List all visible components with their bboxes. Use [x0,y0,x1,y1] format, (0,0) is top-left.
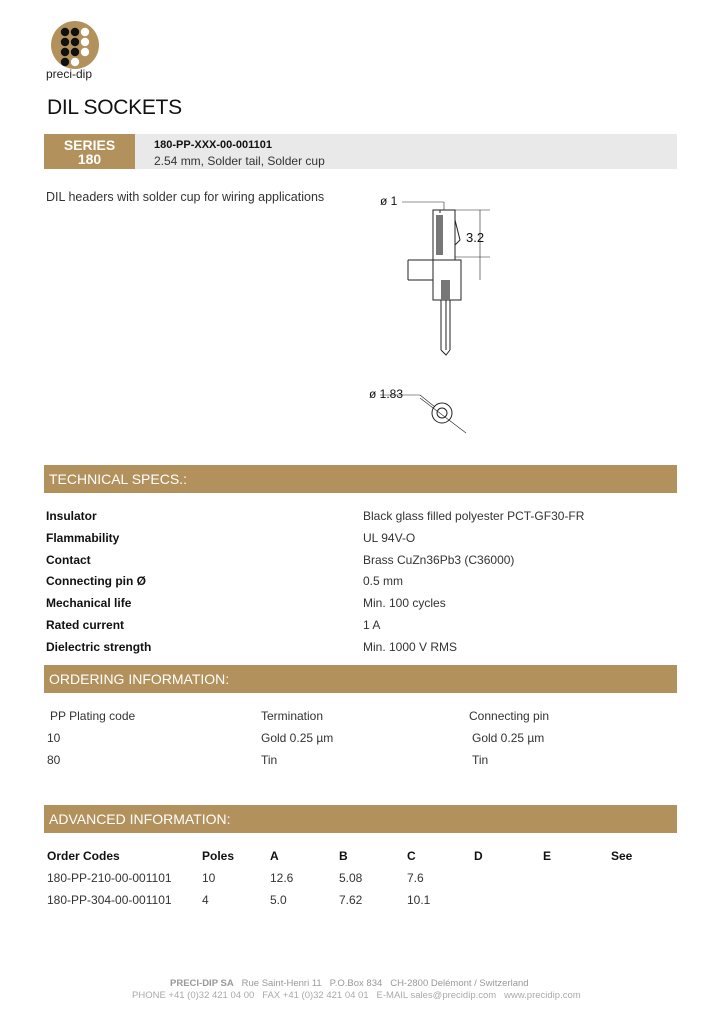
advanced-cell: 180-PP-304-00-001101 [47,892,172,907]
footer-web[interactable]: www.precidip.com [504,990,581,1001]
advanced-cell: 5.08 [339,871,363,885]
advanced-cell: 7.62 [339,892,363,907]
series-number: 180 [77,151,102,167]
spec-value: UL 94V-O [363,530,416,545]
spec-value: 1 A [363,618,381,632]
advanced-column-header: Poles [202,849,235,863]
spec-label: Dielectric strength [46,639,152,654]
ordering-cell: Gold 0.25 µm [472,731,545,745]
footer-fax: FAX +41 (0)32 421 04 01 [262,990,369,1001]
footer-email[interactable]: E-MAIL sales@precidip.com [376,990,497,1001]
ordering-column-header: PP Plating code [50,709,136,723]
series-label: SERIES [63,137,116,153]
spec-value: Black glass filled polyester PCT-GF30-FR [363,509,585,523]
footer-phone: PHONE +41 (0)32 421 04 00 [132,990,255,1001]
technical-specs-heading: TECHNICAL SPECS.: [44,465,677,493]
spec-label: Flammability [46,530,120,545]
brand-name: preci-dip [46,67,93,81]
ordering-cell: Gold 0.25 µm [261,731,334,745]
spec-value: Min. 100 cycles [363,596,446,611]
technical-drawing [360,185,500,445]
ordering-column-header: Connecting pin [469,709,550,723]
spec-label: Rated current [46,618,125,632]
advanced-cell: 10 [202,871,216,885]
part-description: 2.54 mm, Solder tail, Solder cup [154,154,325,168]
dim-diameter-bottom: ø 1.83 [369,387,404,401]
footer-street: Rue Saint-Henri 11 [241,978,322,989]
advanced-column-header: See [611,849,633,863]
footer-pobox: P.O.Box 834 [329,978,383,989]
ordering-info-heading: ORDERING INFORMATION: [44,665,677,693]
dim-diameter-top: ø 1 [380,194,398,208]
spec-value: Brass CuZn36Pb3 (C36000) [363,552,515,567]
spec-label: Connecting pin Ø [46,574,146,589]
advanced-cell: 7.6 [407,871,424,885]
footer-contact [132,990,581,1001]
ordering-cell: Tin [472,753,489,767]
ordering-column-header: Termination [261,709,324,723]
ordering-cell: 80 [47,753,61,767]
advanced-column-header: D [474,849,483,863]
spec-value: Min. 1000 V RMS [363,639,458,654]
spec-label: Mechanical life [46,596,132,611]
advanced-column-header: B [339,849,348,863]
footer-company: PRECI-DIP SA [170,978,234,989]
advanced-cell: 12.6 [270,871,294,885]
dim-height: 3.2 [466,230,485,245]
logo-icon [50,20,100,70]
advanced-cell: 4 [202,892,209,907]
advanced-cell: 5.0 [270,892,287,907]
advanced-column-header: Order Codes [47,849,120,863]
advanced-column-header: E [543,849,552,863]
ordering-cell: 10 [47,731,61,745]
advanced-column-header: C [407,849,416,863]
advanced-column-header: A [270,849,279,863]
spec-label: Contact [46,552,91,567]
advanced-info-heading: ADVANCED INFORMATION: [44,805,677,833]
part-number: 180-PP-XXX-00-001101 [154,139,273,151]
footer-address [170,978,529,989]
page-title: DIL SOCKETS [47,96,182,119]
series-badge [44,134,135,169]
advanced-cell: 10.1 [407,892,431,907]
spec-value: 0.5 mm [363,574,404,589]
advanced-cell: 180-PP-210-00-001101 [47,871,172,885]
spec-label: Insulator [46,509,97,523]
intro-text: DIL headers with solder cup for wiring applications [46,190,325,204]
ordering-cell: Tin [261,753,278,767]
footer-city: CH-2800 Delémont / Switzerland [390,978,529,989]
